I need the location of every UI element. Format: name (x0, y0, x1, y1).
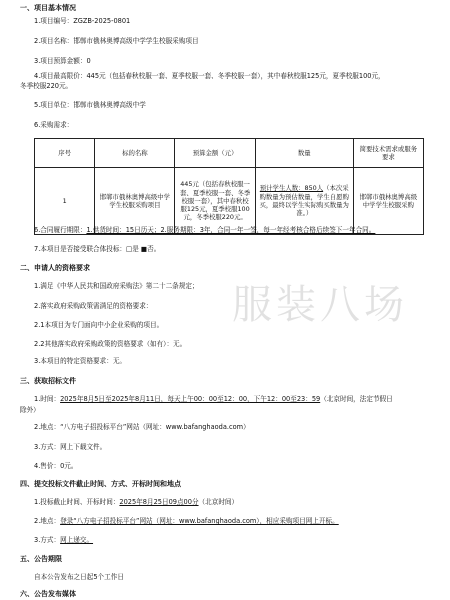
project-number: 1.项目编号：ZGZB-2025-0801 (34, 17, 131, 25)
notice-period: 自本公告发布之日起5个工作日 (34, 573, 124, 581)
project-name: 2.项目名称：邯郸市俄林奥博高级中学学生校服采购项目 (34, 37, 199, 45)
qty-main: 预计学生人数：850人 (259, 184, 324, 193)
joint-bid: 7.本项目是否接受联合体投标：□是 ■否。 (34, 245, 161, 253)
bid-method (34, 536, 93, 545)
contract-period (34, 226, 375, 235)
contract-period-value: 1.供货时间：15日历天；2.服务期限：3年，合同一年一签，每一年经考核合格后续签下一年合同。 (86, 226, 376, 234)
table-header-row (35, 139, 424, 168)
deadline-value: 2025年8月25日09点00分 (119, 498, 199, 506)
header-cell: 预算金额（元） (175, 139, 255, 168)
section-4-heading: 四、提交投标文件截止时间、方式、开标时间和地点 (20, 480, 181, 488)
obtain-time-label: 1.时间： (34, 395, 61, 403)
qualification-3: 3.本项目的特定资格要求：无。 (34, 357, 127, 365)
section-5-heading: 五、公告期限 (20, 555, 62, 563)
cell-num: 1 (35, 168, 95, 235)
obtain-time-cont: 除外） (20, 406, 40, 414)
qualification-2-2: 2.2其他落实政府采购政策的资格要求（如有）：无。 (34, 340, 187, 348)
cell-name: 邯郸市俄林奥博高级中学学生校服采购项目 (95, 168, 175, 235)
qty-note: （本次采购数量为预估数量，学生自愿购买，最终以学生实际购买数量为准。） (259, 184, 349, 218)
obtain-method: 3.方式：网上下载文件。 (34, 443, 107, 451)
table-row (35, 168, 424, 235)
obtain-time (34, 395, 393, 404)
project-budget: 3.项目预算金额：0 (34, 57, 91, 65)
section-6-heading: 六、公告发布媒体 (20, 590, 76, 598)
bid-place (34, 517, 339, 526)
max-price-cont: 冬季校服220元。 (20, 82, 73, 90)
header-cell: 序号 (35, 139, 95, 168)
section-3-heading: 三、获取招标文件 (20, 377, 76, 385)
qualification-2: 2.落实政府采购政策需满足的资格要求： (34, 302, 153, 310)
header-cell: 简要技术需求或服务要求 (353, 139, 423, 168)
obtain-place: 2.地点：“八方电子招投标平台”网站（网址：www.bafanghaoda.com） (34, 423, 250, 431)
deadline (34, 498, 238, 507)
qualification-2-1: 2.1本项目为专门面向中小企业采购的项目。 (34, 321, 164, 329)
max-price: 4.项目最高限价：445元（包括春秋校服一套、夏季校服一套、冬季校服一套），其中春秋校服125元，夏季校服100元， (34, 72, 385, 80)
cell-req: 邯郸市俄林奥博高级中学学生校服采购 (353, 168, 423, 235)
deadline-label: 1.投标截止时间、开标时间： (34, 498, 120, 506)
obtain-time-note: （北京时间，法定节假日 (320, 395, 393, 403)
section-1-heading: 一、项目基本情况 (20, 4, 76, 12)
bid-place-label: 2.地点： (34, 517, 61, 525)
deadline-note: （北京时间） (198, 498, 239, 506)
cell-qty (255, 168, 353, 235)
bid-place-value: 登录“八方电子招投标平台”网站（网址：www.bafanghaoda.com），相应采购项目网上开标。 (60, 517, 339, 525)
header-cell: 标的名称 (95, 139, 175, 168)
obtain-price: 4.售价：0元。 (34, 462, 78, 470)
project-unit: 5.项目单位：邯郸市俄林奥博高级中学 (34, 101, 146, 109)
section-2-heading: 二、申请人的资格要求 (20, 264, 90, 272)
header-cell: 数量 (255, 139, 353, 168)
qualification-1: 1.满足《中华人民共和国政府采购法》第二十二条规定； (34, 282, 199, 290)
bid-method-label: 3.方式： (34, 536, 61, 544)
bid-method-value: 网上递交。 (60, 536, 94, 544)
cell-budget: 445元（包括春秋校服一套、夏季校服一套、冬季校服一套），其中春秋校服125元，夏季校服100元，冬季校服220元。 (175, 168, 255, 235)
procurement-needs-label: 6.采购需求： (34, 121, 74, 129)
obtain-time-value: 2025年8月5日至2025年8月11日，每天上午00：00至12：00，下午12：00至23：59 (60, 395, 321, 403)
watermark: 服装八场 (232, 282, 408, 328)
procurement-table (34, 138, 424, 235)
contract-period-label: 6.合同履行期限： (34, 226, 87, 234)
